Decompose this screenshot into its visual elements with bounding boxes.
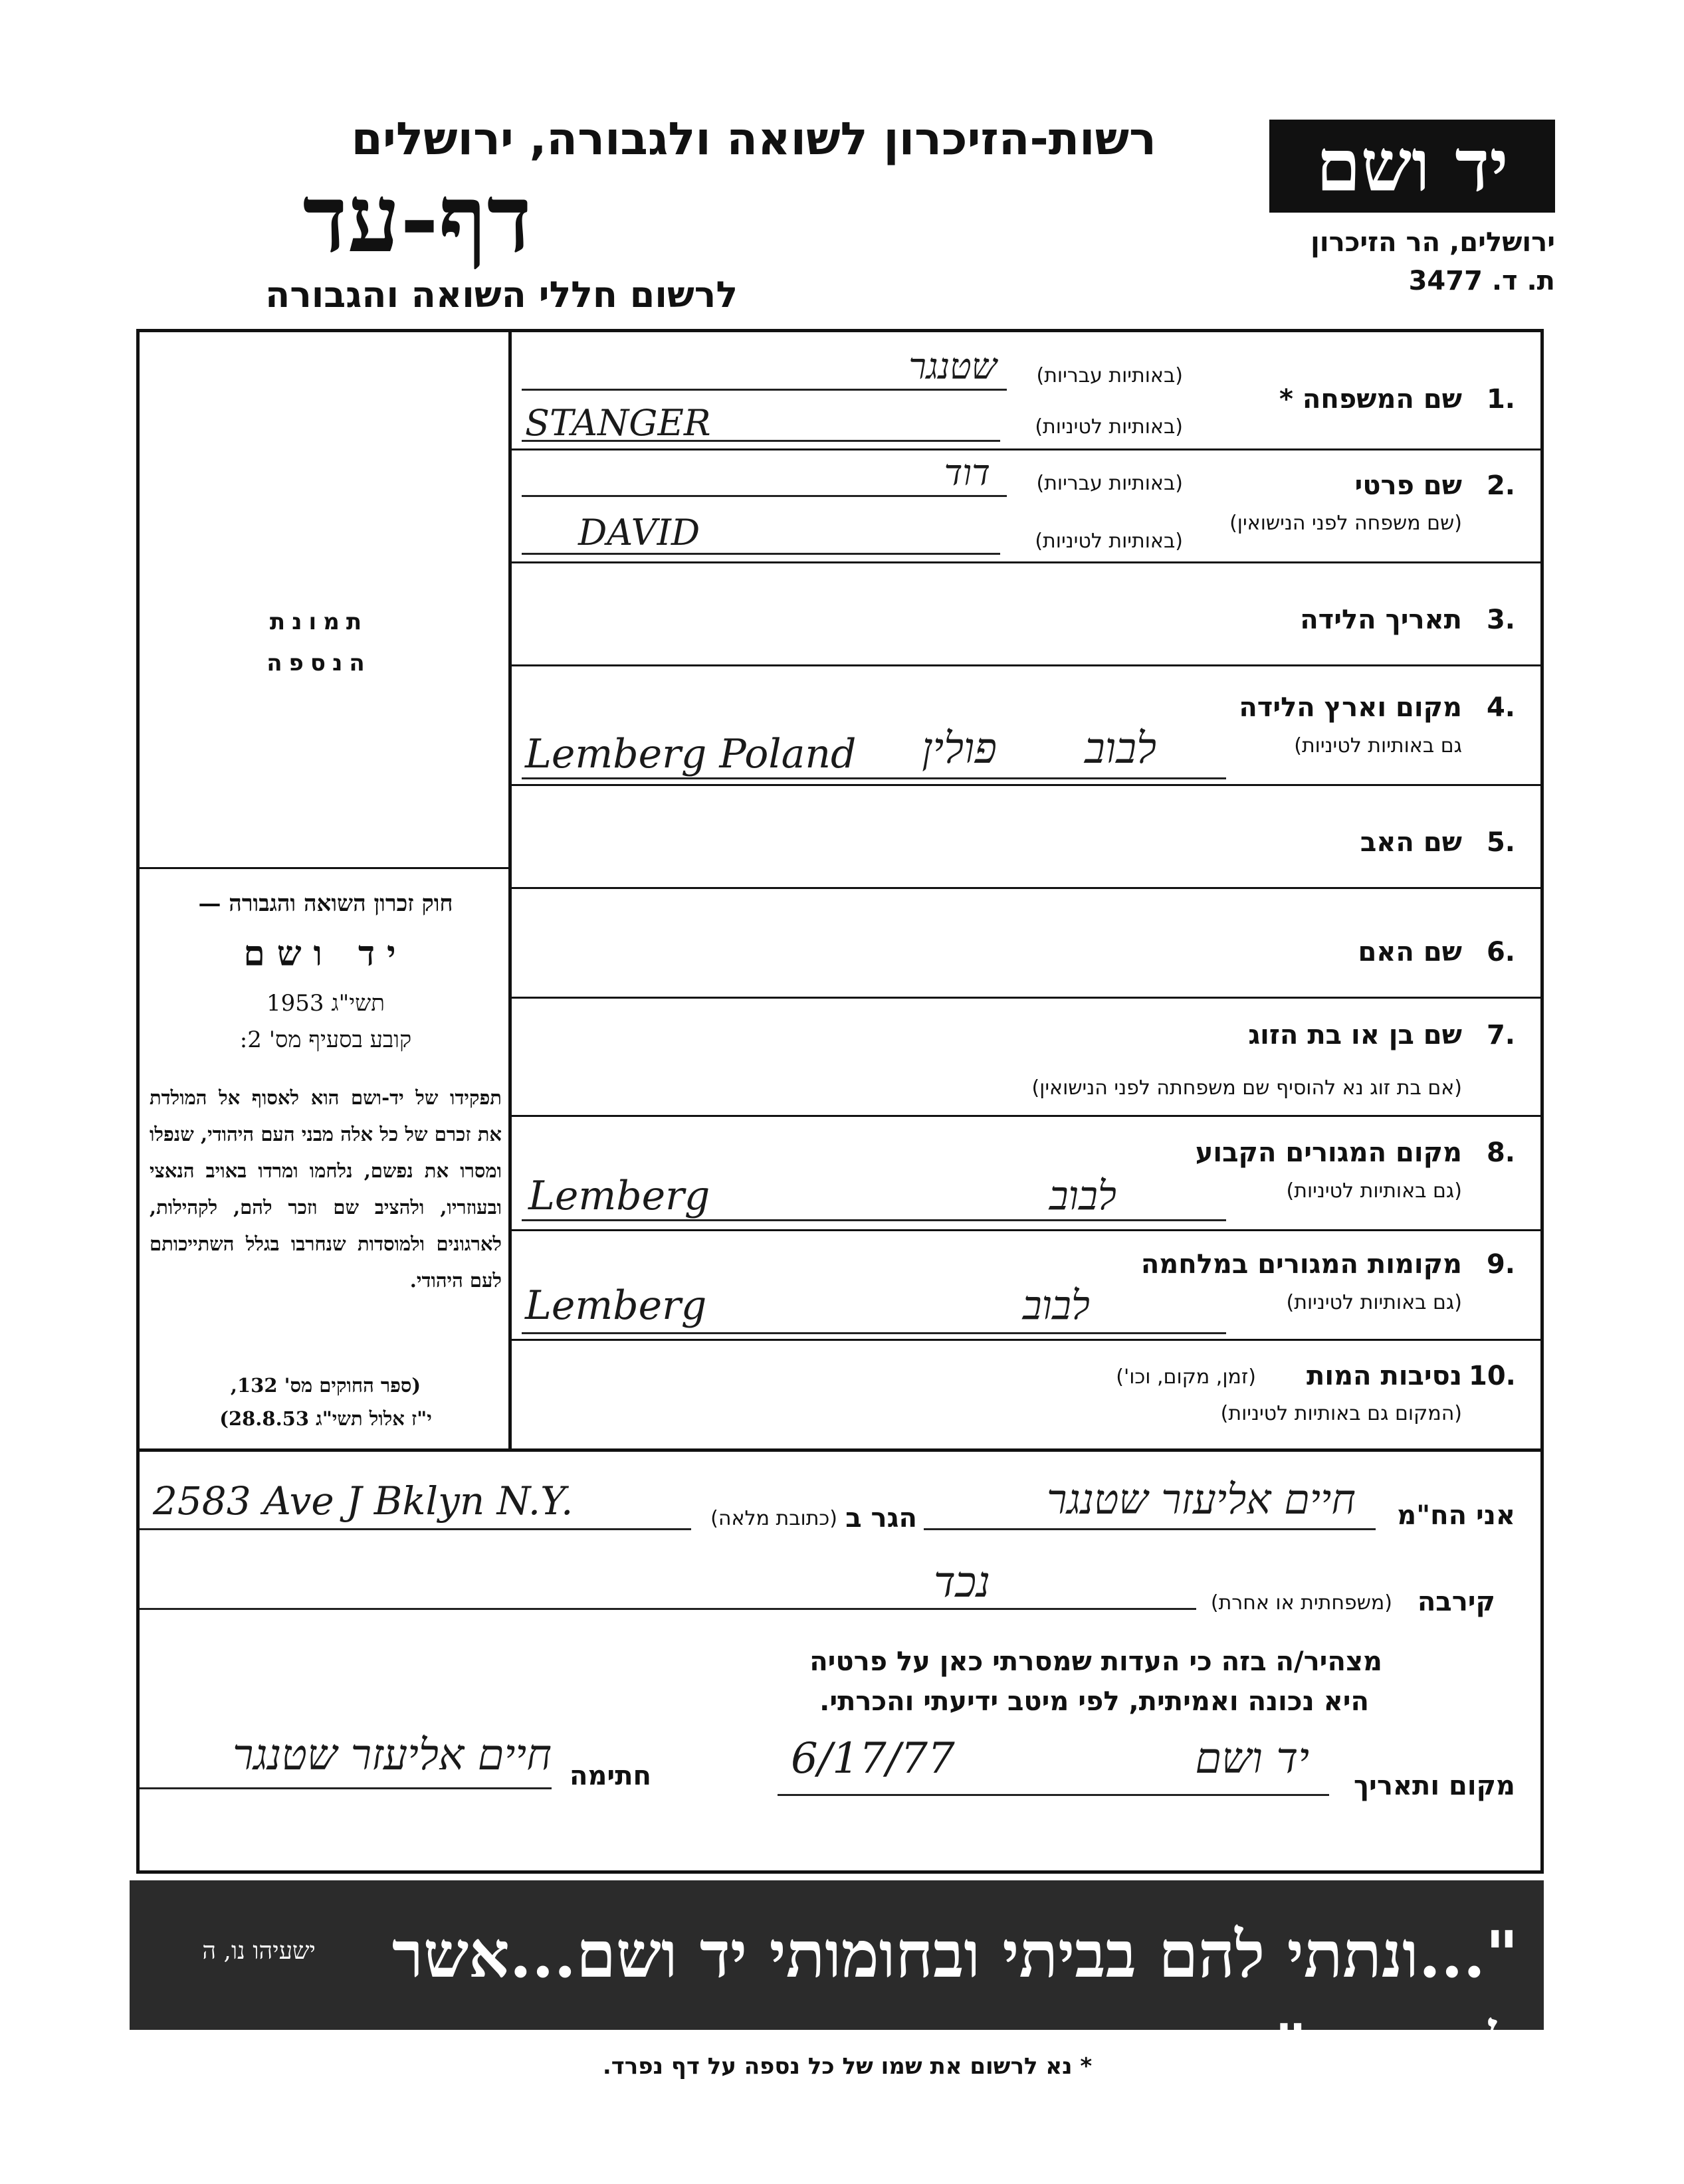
field-1-hebrew-hint: (באותיות עבריות) (1036, 364, 1183, 387)
row-separator (512, 1115, 1540, 1117)
field-9-latin-value[interactable]: Lemberg (525, 1282, 707, 1329)
field-4-line[interactable] (522, 777, 1226, 779)
declarant-label: אני הח"מ (1397, 1500, 1515, 1531)
row-separator (512, 784, 1540, 786)
field-2-hebrew-line[interactable] (522, 495, 1007, 497)
row-separator (512, 997, 1540, 999)
signature-line[interactable] (140, 1787, 552, 1789)
field-10-note-2: (המקום גם באותיות לטיניות) (1220, 1402, 1462, 1425)
declarant-name-value[interactable]: חיים אליעזר שטנגר (1046, 1475, 1356, 1524)
law-title: חוק זכרון השואה והגבורה — (198, 890, 453, 917)
law-body: תפקידו של יד-ושם הוא לאסוף אל המולדת את זכרם של כל אלה מבני העם היהודי, שנפלו ומסרו את נפשם, נלחמו ומרדו באויב הנאצי ובעוזריו, ולהציב שם וזכר להם, לקהילות, לארגונים ולמוסדות שנחרבו בגלל השתייכותם לעם היהודי. (150, 1086, 502, 1292)
date-value[interactable]: 6/17/77 (791, 1734, 955, 1783)
field-5-label: שם האב (1360, 827, 1462, 858)
yad-vashem-logo: יד ושם (1269, 120, 1555, 213)
banner-quote: "...ונתתי להם בביתי ובחומותי יד ושם...אשר לא יכרת" (391, 1917, 1519, 2085)
field-6-number: 6. (1486, 937, 1515, 967)
photo-label-line1: תמונת (269, 609, 369, 635)
address-value[interactable]: 2583 Ave J Bklyn N.Y. (153, 1478, 574, 1524)
law-reference: (ספר החוקים מס' 132, (230, 1374, 421, 1397)
logo-address: ירושלים, הר הזיכרון (1311, 227, 1555, 258)
relation-value[interactable]: נכד (933, 1558, 990, 1607)
field-8-note: (גם באותיות לטיניות) (1286, 1179, 1462, 1203)
field-1-hebrew-value[interactable]: שטנגר (908, 346, 997, 387)
photo-placeholder (253, 601, 385, 684)
banner-source: ישעיהו נו, ה (202, 1937, 316, 1965)
field-2-latin-value[interactable]: DAVID (578, 512, 700, 553)
law-year: תשי"ג 1953 (266, 990, 385, 1017)
field-8-latin-value[interactable]: Lemberg (528, 1173, 710, 1219)
relation-label: קירבה (1417, 1587, 1495, 1617)
photo-label-line2: הנספה (266, 650, 371, 676)
field-2-note: (שם משפחה לפני הנישואין) (1229, 512, 1462, 535)
law-reference-date: י"ז אלול תשי"ג 28.8.53) (219, 1407, 432, 1430)
field-8-number: 8. (1486, 1138, 1515, 1168)
field-4-hebrew-city[interactable]: לבוב (1085, 724, 1156, 773)
field-3-number: 3. (1486, 605, 1515, 635)
field-1-latin-value[interactable]: STANGER (525, 402, 711, 444)
statement-line-2: היא נכונה ואמיתית, לפי מיטב ידיעתי והכרתי. (819, 1686, 1369, 1717)
row-separator (512, 1229, 1540, 1231)
place-date-label: מקום ותאריך (1353, 1771, 1515, 1801)
law-clause: קובע בסעיף מס' 2: (239, 1027, 412, 1053)
field-6-label: שם האם (1358, 937, 1462, 967)
field-7-number: 7. (1486, 1020, 1515, 1050)
field-10-note: (זמן, מקום, וכו') (1116, 1365, 1256, 1389)
row-separator (512, 561, 1540, 563)
declarant-line[interactable] (924, 1528, 1376, 1530)
field-4-label: מקום וארץ הלידה (1239, 692, 1462, 723)
field-4-note: גם באותיות לטיניות) (1294, 734, 1462, 757)
footnote: * נא לרשום את שמו של כל נספה על דף נפרד. (602, 2053, 1093, 2080)
field-3-label: תאריך הלידה (1300, 605, 1462, 635)
row-separator (512, 448, 1540, 450)
field-4-number: 4. (1486, 692, 1515, 723)
row-separator (512, 664, 1540, 666)
field-2-hebrew-value[interactable]: דוד (944, 452, 990, 494)
authority-title: רשות-הזיכרון לשואה ולגבורה, ירושלים (351, 113, 1156, 165)
column-divider (508, 332, 512, 1452)
field-8-hebrew-value[interactable]: לבוב (1049, 1173, 1116, 1219)
section-divider (136, 1448, 1544, 1452)
field-4-latin-value[interactable]: Lemberg Poland (525, 731, 857, 777)
field-9-number: 9. (1486, 1249, 1515, 1280)
field-9-note: (גם באותיות לטיניות) (1286, 1291, 1462, 1314)
field-7-label: שם בן או בת הזוג (1248, 1020, 1462, 1050)
field-2-number: 2. (1486, 470, 1515, 501)
logo-code: ת. ד. 3477 (1408, 266, 1555, 296)
full-address-note: (כתובת מלאה) (710, 1507, 837, 1530)
field-1-latin-hint: (באותיות לטיניות) (1035, 415, 1183, 439)
field-1-number: 1. (1486, 384, 1515, 415)
row-separator (512, 887, 1540, 889)
statement-line-1: מצהיר/ה בזה כי העדות שמסרתי כאן על פרטיה (809, 1646, 1382, 1677)
address-line[interactable] (140, 1528, 691, 1530)
law-brand: יד ושם (243, 934, 408, 974)
field-8-label: מקום המגורים הקבוע (1195, 1138, 1462, 1168)
field-1-label: שם המשפחה * (1279, 384, 1462, 415)
field-9-hebrew-value[interactable]: לבוב (1022, 1282, 1090, 1329)
field-2-hebrew-hint: (באותיות עבריות) (1036, 472, 1183, 495)
field-2-latin-hint: (באותיות לטיניות) (1035, 530, 1183, 553)
relation-line[interactable] (140, 1608, 1196, 1610)
place-value[interactable]: יד ושם (1195, 1734, 1309, 1783)
place-date-line[interactable] (778, 1794, 1329, 1796)
relation-note: (משפחתית או אחרת) (1210, 1591, 1392, 1615)
field-7-note: (אם בת זוג נא להוסיף שם משפחתה לפני הנישואין) (1031, 1076, 1462, 1100)
resides-label: הגר ב (845, 1503, 917, 1534)
signature-value[interactable]: חיים אליעזר שטנגר (232, 1731, 552, 1780)
field-5-number: 5. (1486, 827, 1515, 858)
row-separator (512, 1339, 1540, 1341)
form-title: דף-עד (302, 165, 532, 274)
signature-label: חתימה (569, 1761, 651, 1791)
panel-divider (136, 867, 512, 869)
form-subtitle: לרשום חללי השואה והגבורה (265, 274, 738, 316)
field-1-hebrew-line[interactable] (522, 389, 1007, 391)
field-4-hebrew-country[interactable]: פולין (922, 724, 997, 773)
field-9-line[interactable] (522, 1332, 1226, 1334)
field-10-number: 10. (1469, 1361, 1516, 1391)
field-2-label: שם פרטי (1354, 470, 1462, 501)
field-10-label: נסיבות המות (1307, 1361, 1462, 1391)
field-9-label: מקומות המגורים במלחמה (1140, 1249, 1462, 1280)
field-8-line[interactable] (522, 1219, 1226, 1221)
